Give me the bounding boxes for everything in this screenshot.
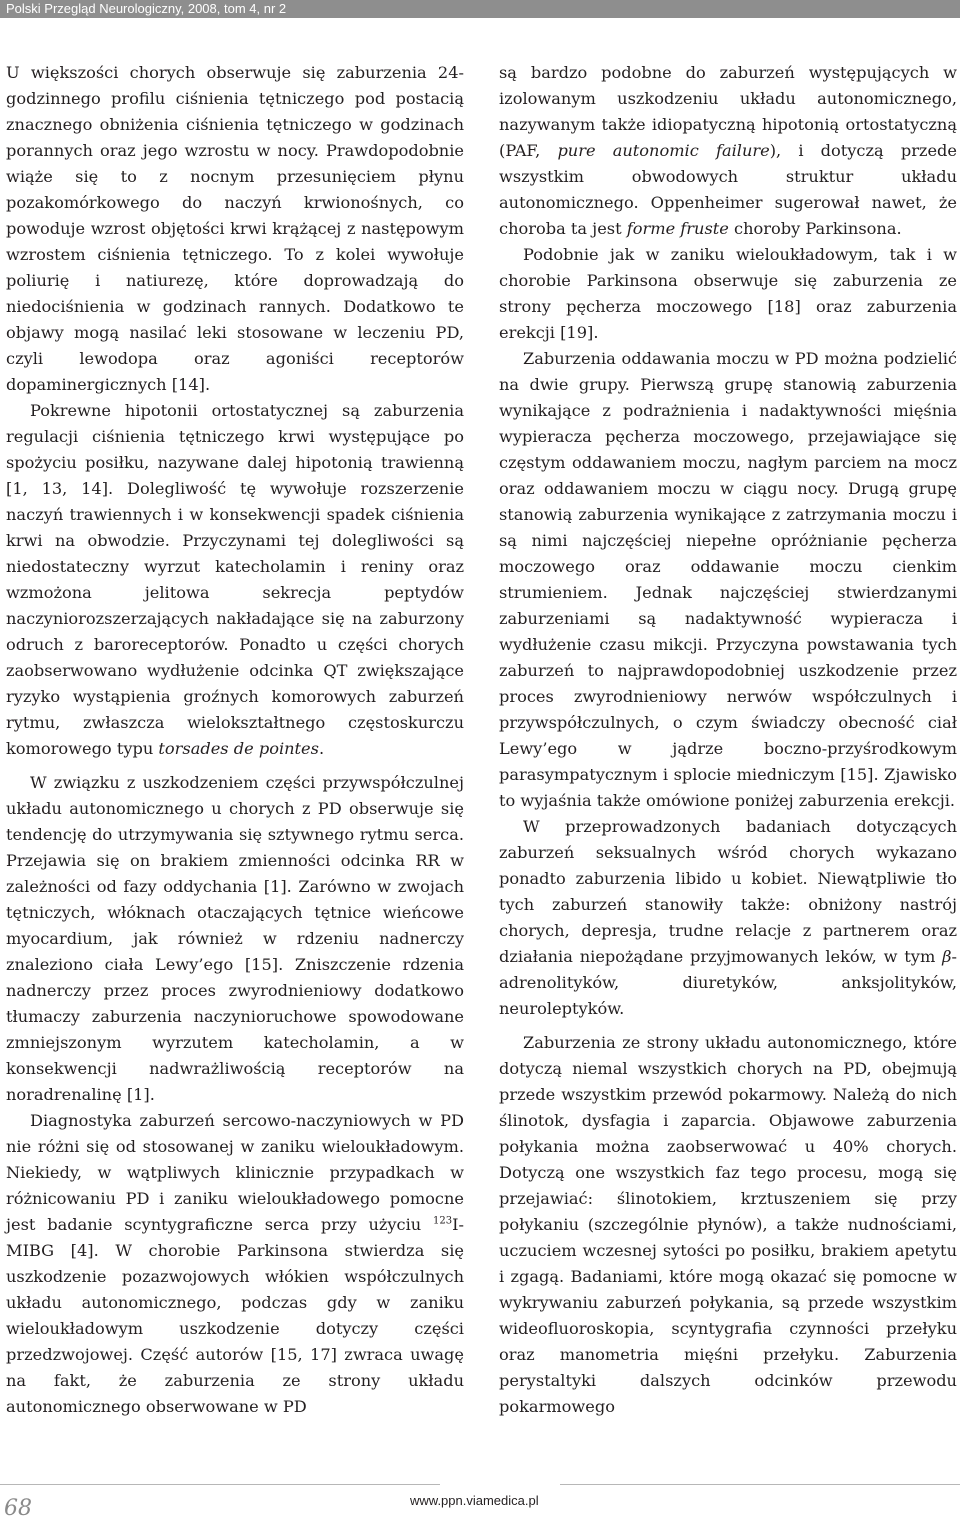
right-column bbox=[499, 60, 957, 1420]
footer-url: www.ppn.viamedica.pl bbox=[410, 1493, 539, 1508]
left-column bbox=[6, 60, 464, 1420]
isotope-superscript: 123 bbox=[433, 1215, 453, 1227]
paragraph-text: Zaburzenia ze strony układu autonomicznego, które dotyczą niemal wszystkich chorych na PD, obejmują przede wszystkim przewód pokarmowy. Należą do nich ślinotok, dysfagia i zaparcia. Objawowe zaburzenia połykania można zaobserwować u 40% chorych. Dotyczą one wszystkich faz tego procesu, mogą się przejawiać: ślinotokiem, krztuszeniem się przy połykaniu (szczególnie płynów), a także nudnościami, uczuciem wczesnej sytości po posiłku, brakiem apetytu i zgagą. Badaniami, które mogą okazać się pomocne w wykrywaniu zaburzeń połykania, są przede wszystkim wideofluoroskopia, scyntygrafia czynności przełyku oraz manometria mięśni przełyku. Zaburzenia perystaltyki dalszych odcinków przewodu pokarmowego bbox=[499, 1033, 957, 1416]
paragraph-text: U większości chorych obserwuje się zaburzenia 24-godzinnego profilu ciśnienia tętniczego pod postacią znacznego obniżenia ciśnienia tętniczego w godzinach porannych oraz jego wzrostu w nocy. Prawdopodobnie wiąże się to z nocnym przesunięciem płynu pozakomórkowego do naczyń krwionośnych, co powoduje wzrost objętości krwi krążącej z następowym wzrostem ciśnienia tętniczego. To z kolei wywołuje poliurię i natiurezę, które doprowadzają do niedociśnienia w godzinach rannych. Dodatkowo te objawy mogą nasilać leki stosowane w leczeniu PD, czyli lewodopa oraz agoniści receptorów dopaminergicznych [14]. bbox=[6, 63, 464, 394]
footer-divider-right bbox=[560, 1484, 960, 1485]
paragraph-text: W związku z uszkodzeniem części przywspółczulnej układu autonomicznego u chorych z PD obserwuje się tendencję do utrzymywania się sztywnego rytmu serca. Przejawia się on brakiem zmienności odcinka RR w zależności od fazy oddychania [1]. Zarówno w zwojach tętniczych, włóknach otaczających tętnice wieńcowe myocardium, jak również w rdzeniu nadnerczy znaleziono ciała Lewy’ego [15]. Zniszczenie rdzenia nadnerczy przez proces zwyrodnieniowy dodatkowo tłumaczy zaburzenia naczynioruchowe spowodowane zmniejszonym wyrzutem katecholamin, a w konsekwencji nadwrażliwością receptorów na noradrenalinę [1]. bbox=[6, 773, 464, 1104]
paragraph bbox=[499, 346, 957, 814]
paragraph bbox=[6, 60, 464, 398]
paragraph-text: ), i dotyczą przede wszystkim obwodowych struktur układu autonomicznego. Oppenheimer sugerował nawet, że choroba ta jest bbox=[499, 141, 957, 238]
journal-header-bar bbox=[0, 0, 960, 18]
paragraph-text: . bbox=[318, 739, 325, 758]
italic-term: torsades de pointes bbox=[158, 739, 319, 758]
paragraph bbox=[499, 1030, 957, 1420]
italic-beta: β bbox=[942, 947, 952, 966]
italic-term: forme fruste bbox=[626, 219, 729, 238]
paragraph-text: są bardzo podobne do zaburzeń występujących w izolowanym uszkodzeniu układu autonomicznego, nazywanym także idiopatyczną hipotonią ortostatyczną (PAF, bbox=[499, 63, 957, 160]
paragraph-text: W przeprowadzonych badaniach dotyczących zaburzeń seksualnych wśród chorych wykazano ponadto zaburzenia libido u kobiet. Niewątpliwie tło tych zaburzeń stanowiły także: obniżony nastrój chorych, depresja, trudne relacje z partnerem oraz działania niepożądane przyjmowanych leków, w tym bbox=[499, 817, 957, 966]
paragraph-text: Podobnie jak w zaniku wieloukładowym, tak i w chorobie Parkinsona obserwuje się zaburzenia ze strony pęcherza moczowego [18] oraz zaburzenia erekcji [19]. bbox=[499, 245, 957, 342]
paragraph-text: Diagnostyka zaburzeń sercowo-naczyniowych w PD nie różni się od stosowanej w zaniku wieloukładowym. Niekiedy, w wątpliwych klinicznie przypadkach w różnicowaniu PD i zaniku wieloukładowego pomocne jest badanie scyntygraficzne serca przy użyciu bbox=[6, 1111, 464, 1234]
paragraph-text: -adrenolityków, diuretyków, anksjolityków, neuroleptyków. bbox=[499, 947, 957, 1018]
paragraph bbox=[499, 242, 957, 346]
paragraph bbox=[499, 60, 957, 242]
journal-title: Polski Przegląd Neurologiczny, 2008, tom 4, nr 2 bbox=[6, 1, 287, 16]
paragraph bbox=[499, 814, 957, 1022]
paragraph bbox=[6, 1108, 464, 1420]
paragraph bbox=[6, 398, 464, 762]
paragraph bbox=[6, 770, 464, 1108]
footer-divider-left bbox=[0, 1484, 440, 1485]
paragraph-text: I-MIBG [4]. W chorobie Parkinsona stwierdza się uszkodzenie pozazwojowych włókien współczulnych układu autonomicznego, podczas gdy w zaniku wieloukładowym uszkodzenie dotyczy części przedzwojowej. Część autorów [15, 17] zwraca uwagę na fakt, że zaburzenia ze strony układu autonomicznego obserwowane w PD bbox=[6, 1215, 464, 1416]
paragraph-text: Pokrewne hipotonii ortostatycznej są zaburzenia regulacji ciśnienia tętniczego krwi występujące po spożyciu posiłku, nazywane dalej hipotonią trawienną [1, 13, 14]. Dolegliwość tę wywołuje rozszerzenie naczyń trawiennych i w konsekwencji spadek ciśnienia krwi na obwodzie. Przyczynami tej dolegliwości są niedostateczny wyrzut katecholamin i reniny oraz wzmożona jelitowa sekrecja peptydów naczyniorozszerzających nakładające się na zaburzony odruch z baroreceptorów. Ponadto u części chorych zaobserwowano wydłużenie odcinka QT zwiększające ryzyko wystąpienia groźnych komorowych zaburzeń rytmu, zwłaszcza wielokształtnego częstoskurczu komorowego typu bbox=[6, 401, 464, 758]
page-number: 68 bbox=[4, 1496, 32, 1521]
italic-term: pure autonomic failure bbox=[557, 141, 770, 160]
paragraph-text: choroby Parkinsona. bbox=[728, 219, 902, 238]
paragraph-text: Zaburzenia oddawania moczu w PD można podzielić na dwie grupy. Pierwszą grupę stanowią zaburzenia wynikające z podrażnienia i nadaktywności mięśnia wypieracza pęcherza moczowego, przejawiające się częstym oddawaniem moczu, nagłym parciem na mocz oraz oddawaniem moczu w ciągu nocy. Drugą grupę stanowią zaburzenia wynikające z zatrzymania moczu i są nimi najczęściej niepełne opróżnianie pęcherza moczowego oraz oddawanie moczu cienkim strumieniem. Jednak najczęściej stwierdzanymi zaburzeniami są nadaktywność wypieracza i wydłużenie czasu mikcji. Przyczyna powstawania tych zaburzeń to najprawdopodobniej uszkodzenie przez proces zwyrodnieniowy nerwów współczulnych i przywspółczulnych, o czym świadczy obecność ciał Lewy’ego w jądrze boczno-przyśrodkowym parasympatycznym i splocie miedniczym [15]. Zjawisko to wyjaśnia także omówione poniżej zaburzenia erekcji. bbox=[499, 349, 957, 810]
